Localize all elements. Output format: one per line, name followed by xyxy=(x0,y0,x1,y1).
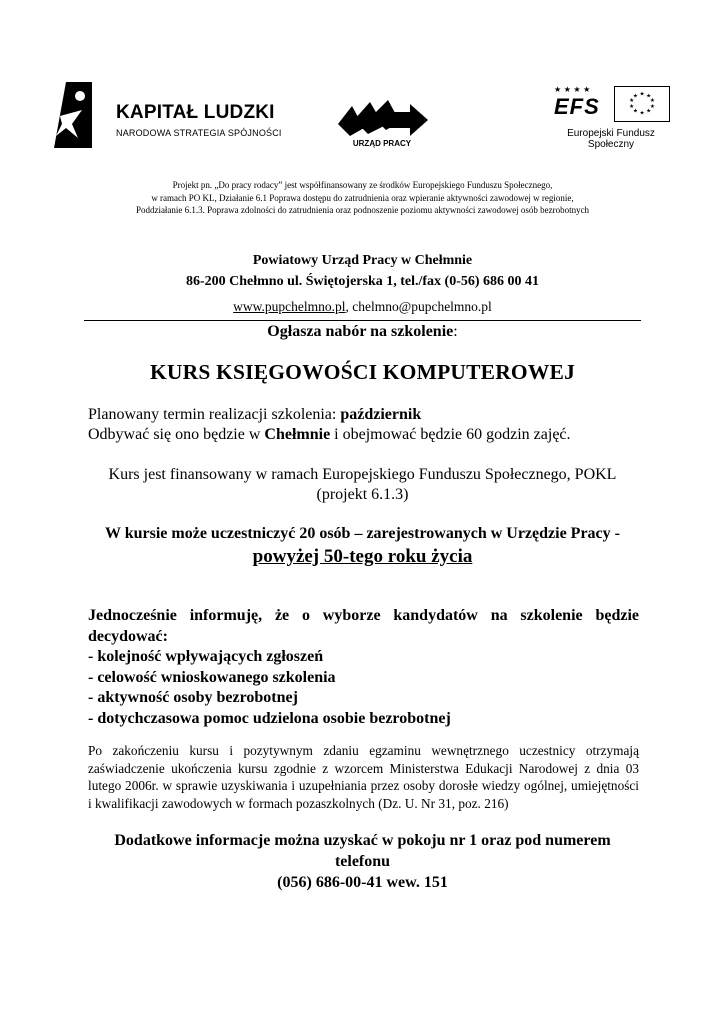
project-note-line: Poddziałanie 6.1.3. Poprawa zdolności do zatrudnienia oraz podnoszenie poziomu aktywności zawodowej osób bezrobotnych xyxy=(135,205,590,216)
svg-text:★: ★ xyxy=(646,93,652,100)
course-plan xyxy=(88,405,648,445)
announcement-colon: : xyxy=(453,323,458,340)
office-email: , chelmno@pupchelmno.pl xyxy=(345,299,492,314)
project-note-line: w ramach PO KL, Działanie 6.1 Poprawa dostępu do zatrudnienia oraz wpieranie aktywności zawodowej w regionie, xyxy=(151,192,574,203)
funding-project: (projekt 6.1.3) xyxy=(316,486,409,503)
svg-text:★: ★ xyxy=(649,103,655,110)
efs-mark: EFS xyxy=(554,94,600,119)
svg-text:★: ★ xyxy=(649,98,655,105)
kapital-ludzki-logo xyxy=(52,80,282,150)
svg-text:★: ★ xyxy=(629,98,635,105)
efs-stars-icon xyxy=(554,84,614,94)
eligibility-line: W kursie może uczestniczyć 20 osób – zarejestrowanych w Urzędzie Pracy - xyxy=(105,525,620,542)
office-address: 86-200 Chełmno ul. Świętojerska 1, tel./fax (0-56) 686 00 41 xyxy=(185,274,540,289)
svg-text:★ ★ ★ ★: ★ ★ ★ ★ xyxy=(554,85,591,94)
plan-term-label: Planowany termin realizacji szkolenia: xyxy=(88,406,341,423)
efs-logo xyxy=(546,84,676,150)
funding-info xyxy=(80,465,645,505)
kapital-ludzki-subtitle: NARODOWA STRATEGIA SPÓJNOŚCI xyxy=(116,128,282,138)
criteria-item: - celowość wnioskowanego szkolenia xyxy=(88,668,336,686)
office-contact-line xyxy=(80,296,645,317)
project-note-line: Projekt pn. „Do pracy rodacy” jest współfinansowany ze środków Europejskiego Funduszu Społecznego, xyxy=(172,180,553,190)
urzad-pracy-arrows-icon xyxy=(334,98,430,140)
contact-line: Dodatkowe informacje można uzyskać w pokoju nr 1 oraz pod numerem xyxy=(114,832,611,849)
kapital-ludzki-emblem-icon xyxy=(52,80,92,150)
eu-flag-icon xyxy=(614,86,670,122)
plan-place-line xyxy=(88,425,648,445)
plan-hours: i obejmować będzie 60 godzin zajęć. xyxy=(330,426,571,443)
plan-term-line xyxy=(88,405,648,425)
efs-subtitle: Europejski Fundusz Społeczny xyxy=(567,128,655,150)
svg-text:★: ★ xyxy=(639,110,645,117)
contact-info xyxy=(70,830,655,893)
criteria-item: - dotychczasowa pomoc udzielona osobie bezrobotnej xyxy=(88,709,451,727)
funding-line: Kurs jest finansowany w ramach Europejskiego Funduszu Społecznego, POKL xyxy=(108,466,617,483)
announcement-text: Ogłasza nabór na szkolenie xyxy=(267,323,454,340)
certificate-info: Po zakończeniu kursu i pozytywnym zdaniu egzaminu wewnętrznego uczestnicy otrzymają zaświadczenie ukończenia kursu zgodnie z wzorcem Ministerstwa Edukacji Narodowej z dnia 03 lutego 2006r. w sprawie uzyskiwania i uzupełniania przez osoby dorosłe wiedzy ogólnej, umiejętności i kwalifikacji zawodowych w formach pozaszkolnych (Dz. U. Nr 31, poz. 216) xyxy=(88,743,639,811)
urzad-pracy-logo xyxy=(334,98,430,152)
project-note xyxy=(80,179,645,217)
svg-text:★: ★ xyxy=(632,108,638,115)
contact-line: telefonu xyxy=(334,853,391,870)
contact-phone: (056) 686-00-41 wew. 151 xyxy=(277,874,448,891)
selection-criteria xyxy=(88,606,639,730)
criteria-item: - kolejność wpływających zgłoszeń xyxy=(88,648,324,666)
course-title: KURS KSIĘGOWOŚCI KOMPUTEROWEJ xyxy=(149,360,576,384)
plan-place-label: Odbywać się ono będzie w xyxy=(88,426,265,443)
header-divider xyxy=(84,320,641,321)
urzad-pracy-label: URZĄD PRACY xyxy=(352,139,412,148)
svg-text:★: ★ xyxy=(639,91,645,98)
age-requirement: powyżej 50-tego roku życia xyxy=(252,546,473,567)
office-website-link[interactable]: www.pupchelmno.pl xyxy=(233,299,346,314)
announcement-line xyxy=(80,323,645,341)
office-info xyxy=(80,250,645,317)
criteria-item: - aktywność osoby bezrobotnej xyxy=(88,689,298,707)
office-name: Powiatowy Urząd Pracy w Chełmnie xyxy=(252,253,473,268)
plan-term-value: październik xyxy=(340,406,422,423)
svg-text:★: ★ xyxy=(646,108,652,115)
svg-text:★: ★ xyxy=(629,103,635,110)
criteria-intro: Jednocześnie informuję, że o wyborze kandydatów na szkolenie będzie decydować: xyxy=(88,607,639,645)
svg-text:★: ★ xyxy=(632,93,638,100)
kapital-ludzki-title: KAPITAŁ LUDZKI xyxy=(116,102,275,123)
plan-place-value: Chełmnie xyxy=(264,426,331,443)
